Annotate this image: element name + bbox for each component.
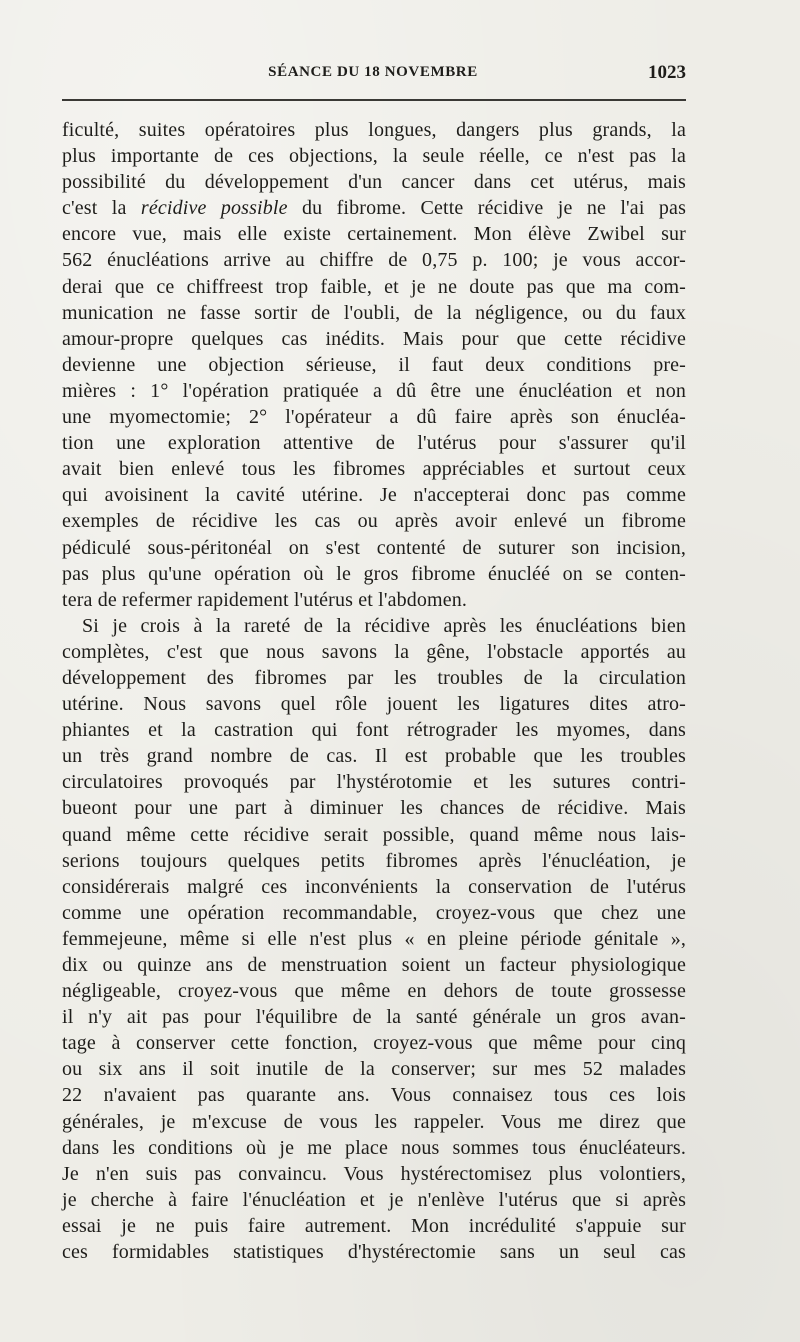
text-line-with-italic: [62, 195, 686, 221]
text-line: derai que ce chiffreest trop faible, et je ne doute pas que ma com-: [62, 275, 686, 298]
running-title: SÉANCE DU 18 NOVEMBRE: [268, 64, 478, 80]
text-line: dans les conditions où je me place nous sommes tous énucléateurs.: [62, 1136, 686, 1159]
text-line: ou six ans il soit inutile de la conserver; sur mes 52 malades: [62, 1058, 686, 1081]
text-line: générales, je m'excuse de vous les rappeler. Vous me direz que: [62, 1110, 686, 1133]
page-number: 1023: [648, 62, 686, 83]
text-line: 562 énucléations arrive au chiffre de 0,75 p. 100; je vous accor-: [62, 249, 686, 272]
text-line: encore vue, mais elle existe certainement. Mon élève Zwibel sur: [62, 223, 686, 246]
text-line: complètes, c'est que nous savons la gêne, l'obstacle apportés au: [62, 640, 686, 663]
paragraph-end-line: tera de refermer rapidement l'utérus et l'abdomen.: [62, 588, 468, 611]
text-fragment: c'est la: [62, 197, 141, 220]
text-line: tion une exploration attentive de l'utérus pour s'assurer qu'il: [62, 432, 686, 455]
text-line: pas plus qu'une opération où le gros fibrome énucléé on se conten-: [62, 562, 686, 585]
running-head: [62, 64, 684, 86]
text-line: serions toujours quelques petits fibromes après l'énucléation, je: [62, 849, 686, 872]
text-line: exemples de récidive les cas ou après avoir enlevé un fibrome: [62, 510, 686, 533]
text-line: plus importante de ces objections, la seule réelle, ce n'est pas la: [62, 145, 686, 168]
text-line: circulatoires provoqués par l'hystérotomie et les sutures contri-: [62, 771, 686, 794]
text-line: développement des fibromes par les troubles de la circulation: [62, 666, 686, 689]
text-line: il n'y ait pas pour l'équilibre de la santé générale un gros avan-: [62, 1006, 686, 1029]
text-line: avait bien enlevé tous les fibromes appréciables et surtout ceux: [62, 458, 686, 481]
text-line: considérerais malgré ces inconvénients la conservation de l'utérus: [62, 875, 686, 898]
text-line: devienne une objection sérieuse, il faut deux conditions pre-: [62, 353, 686, 376]
text-line: amour-propre quelques cas inédits. Mais pour que cette récidive: [62, 327, 686, 350]
header-rule: [62, 99, 686, 101]
text-line: ficulté, suites opératoires plus longues, dangers plus grands, la: [62, 119, 686, 141]
text-line: munication ne fasse sortir de l'oubli, de la négligence, ou du faux: [62, 301, 686, 324]
text-line: qui avoisinent la cavité utérine. Je n'accepterai donc pas comme: [62, 484, 686, 507]
text-line: pédiculé sous-péritonéal on s'est contenté de suturer son incision,: [62, 536, 686, 559]
text-line: je cherche à faire l'énucléation et je n'enlève l'utérus que si après: [62, 1188, 686, 1211]
text-line: dix ou quinze ans de menstruation soient un facteur physiologique: [62, 954, 686, 976]
text-line: tage à conserver cette fonction, croyez-vous que même pour cinq: [62, 1032, 686, 1055]
text-line: essai je ne puis faire autrement. Mon incrédulité s'appuie sur: [62, 1214, 686, 1237]
italic-phrase: récidive possible: [140, 197, 288, 220]
text-line: bueont pour une part à diminuer les chances de récidive. Mais: [62, 797, 686, 820]
text-line: un très grand nombre de cas. Il est probable que les troubles: [62, 745, 686, 768]
text-fragment: du fibrome. Cette récidive je ne l'ai pas: [287, 197, 686, 220]
text-line: femmejeune, même si elle n'est plus « en pleine période génitale »,: [62, 927, 686, 950]
body-text: [62, 117, 686, 1265]
text-line: possibilité du développement d'un cancer dans cet utérus, mais: [62, 171, 686, 194]
text-line: Je n'en suis pas convaincu. Vous hystérectomisez plus volontiers,: [62, 1162, 686, 1185]
text-line: quand même cette récidive serait possible, quand même nous lais-: [62, 823, 686, 846]
text-line: ces formidables statistiques d'hystérectomie sans un seul cas: [62, 1241, 686, 1264]
text-line: comme une opération recommandable, croyez-vous que chez une: [62, 901, 686, 924]
paragraph-start-line: Si je crois à la rareté de la récidive après les énucléations bien: [82, 614, 686, 637]
text-line: 22 n'avaient pas quarante ans. Vous connaisez tous ces lois: [62, 1084, 686, 1107]
text-line: mières : 1° l'opération pratiquée a dû être une énucléation et non: [62, 379, 686, 402]
text-line: utérine. Nous savons quel rôle jouent les ligatures dites atro-: [62, 693, 686, 716]
text-line: négligeable, croyez-vous que même en dehors de toute grossesse: [62, 980, 686, 1003]
text-line: phiantes et la castration qui font rétrograder les myomes, dans: [62, 719, 686, 742]
text-line: une myomectomie; 2° l'opérateur a dû faire après son énucléa-: [62, 406, 686, 429]
